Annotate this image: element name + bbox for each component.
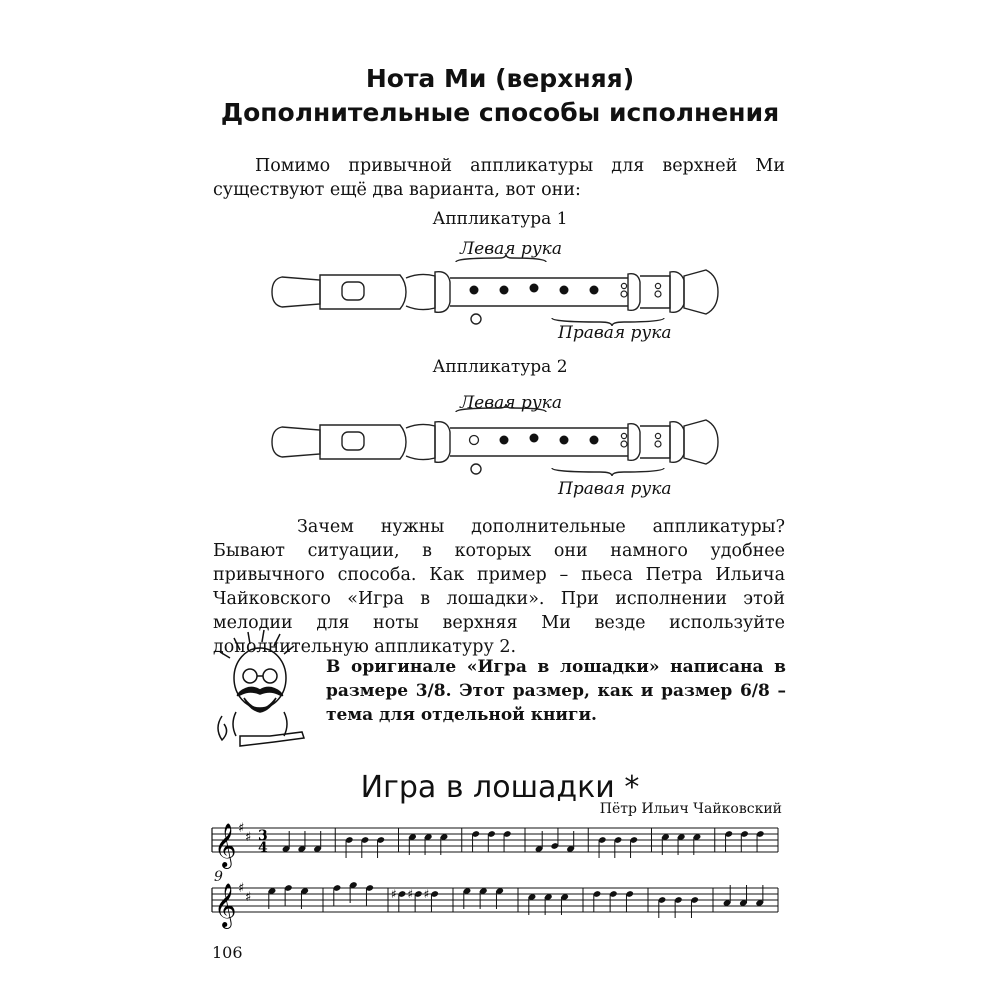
measure-number: 9 <box>214 869 223 885</box>
staff-line-1 <box>212 821 778 869</box>
left-hand-label-2: Левая рука <box>460 393 562 413</box>
key-sharp: ♯ <box>245 890 252 905</box>
left-hand-label-1: Левая рука <box>460 239 562 259</box>
right-hand-label-1: Правая рука <box>558 323 672 343</box>
treble-clef: 𝄞 <box>214 883 237 927</box>
composer-mascot-illustration <box>210 628 310 768</box>
finger-hole-4 <box>560 286 569 295</box>
fingering-1-caption: Аппликатура 1 <box>432 209 568 229</box>
finger-hole-1 <box>470 286 479 295</box>
fingering-2-caption: Аппликатура 2 <box>432 357 568 377</box>
thumb-hole <box>471 314 481 324</box>
time-signature-top: 3 <box>258 828 268 844</box>
right-hand-label-2: Правая рука <box>558 479 672 499</box>
finger-hole-3 <box>530 434 539 443</box>
staff-line-2 <box>212 881 778 929</box>
sheet-music <box>200 810 790 940</box>
finger-hole-6-double <box>621 283 627 297</box>
composer-name: Пётр Ильич Чайковский <box>599 801 782 817</box>
key-sharp: ♯ <box>238 821 245 836</box>
accidental-sharp: ♯ <box>391 887 397 901</box>
body-paragraph: Зачем нужны дополнительные аппликатуры? Бывают ситуации, в которых они намного удобнее привычного способа. Как пример – пьеса Петра Ильича Чайковского «Игра в лошадки». При исполнении этой мелодии для ноты верхняя Ми везде используйте дополнительную аппликатуру 2. <box>213 517 785 657</box>
finger-hole-1 <box>470 436 479 445</box>
intro-paragraph: Помимо привычной аппликатуры для верхней Ми существуют ещё два варианта, вот они: <box>213 156 785 200</box>
thumb-hole <box>471 464 481 474</box>
finger-hole-4 <box>560 436 569 445</box>
page-subtitle: Дополнительные способы исполнения <box>220 98 780 127</box>
finger-hole-2 <box>500 286 509 295</box>
key-sharp: ♯ <box>238 881 245 896</box>
finger-hole-7-double <box>655 283 661 297</box>
page-title: Нота Ми (верхняя) <box>365 64 635 93</box>
info-note: В оригинале «Игра в лошадки» написана в размере 3/8. Этот размер, как и размер 6/8 – тема для отдельной книги. <box>326 657 786 725</box>
accidental-sharp: ♯ <box>407 887 414 901</box>
finger-hole-7-double <box>655 433 661 447</box>
page-number: 106 <box>212 943 243 962</box>
finger-hole-2 <box>500 436 509 445</box>
treble-clef: 𝄞 <box>214 823 237 867</box>
finger-hole-6-double <box>621 433 627 447</box>
finger-hole-5 <box>590 286 599 295</box>
song-title: Игра в лошадки * <box>360 770 640 805</box>
key-sharp: ♯ <box>245 830 252 845</box>
accidental-sharp: ♯ <box>423 887 430 901</box>
time-signature-bottom: 4 <box>258 840 268 856</box>
finger-hole-5 <box>590 436 599 445</box>
finger-hole-3 <box>530 284 539 293</box>
